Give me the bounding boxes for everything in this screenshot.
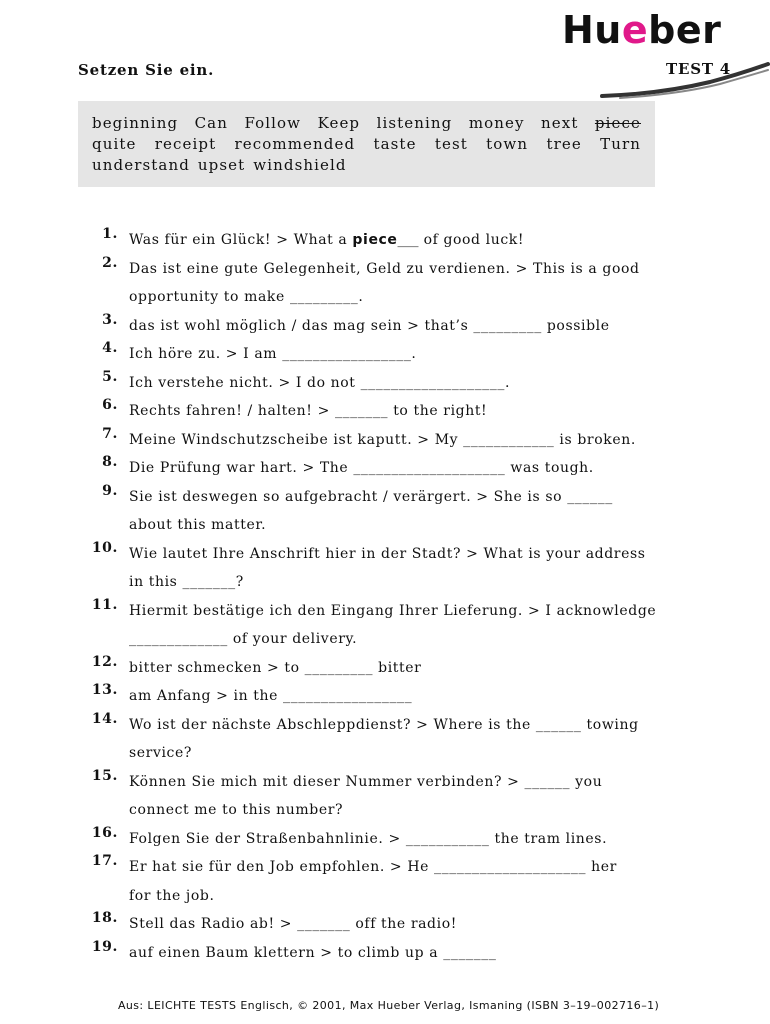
item-number: 1. xyxy=(102,226,118,242)
item-text: Ich höre zu. > I am _________________. xyxy=(129,346,417,362)
item-text: am Anfang > in the _________________ xyxy=(129,688,413,704)
item-number: 3. xyxy=(102,311,118,328)
exercise-item xyxy=(78,654,678,683)
word: Keep xyxy=(317,114,361,132)
item-number: 4. xyxy=(102,340,118,356)
item-text: das ist wohl möglich / das mag sein > that’s _________ possible xyxy=(129,317,610,334)
exercise-item xyxy=(78,483,678,540)
word: test xyxy=(434,135,468,153)
word-box xyxy=(78,101,655,187)
item-text: Stell das Radio ab! > _______ off the radio! xyxy=(129,916,457,932)
item-text: Rechts fahren! / halten! > _______ to the right! xyxy=(129,403,488,419)
exercise-item xyxy=(78,853,678,910)
item-text: Sie ist deswegen so aufgebracht / verärgert. > She is so ______ xyxy=(129,488,613,505)
item-text: Können Sie mich mit dieser Nummer verbinden? > ______ you xyxy=(129,773,603,790)
word: recommended xyxy=(234,135,356,153)
item-text: Wo ist der nächste Abschleppdienst? > Where is the ______ towing xyxy=(129,716,639,733)
item-text: about this matter. xyxy=(129,517,267,533)
word-struck: piece xyxy=(594,114,641,132)
word: understand xyxy=(92,156,190,174)
exercise-item xyxy=(78,825,678,854)
exercise-item xyxy=(78,340,678,369)
item-number: 18. xyxy=(91,910,118,926)
item-number: 11. xyxy=(91,596,118,613)
word: Can xyxy=(194,114,228,132)
exercise-item xyxy=(78,312,678,341)
item-number: 5. xyxy=(102,368,118,385)
item-text: Das ist eine gute Gelegenheit, Geld zu verdienen. > This is a good xyxy=(129,260,640,277)
exercise-item xyxy=(78,397,678,426)
word: tree xyxy=(546,135,582,153)
item-text: Wie lautet Ihre Anschrift hier in der Stadt? > What is your address xyxy=(129,545,646,562)
item-number: 19. xyxy=(91,938,118,955)
item-text: Die Prüfung war hart. > The ____________________ was tough. xyxy=(129,460,594,476)
exercise-item xyxy=(78,939,678,968)
item-text: auf einen Baum klettern > to climb up a _______ xyxy=(129,944,497,961)
word-row-2 xyxy=(92,134,641,155)
word-row-3 xyxy=(92,155,641,176)
word: receipt xyxy=(154,135,217,153)
logo-text-start: Hu xyxy=(562,8,622,52)
word: listening xyxy=(376,114,453,132)
item-number: 6. xyxy=(102,397,118,413)
word: Turn xyxy=(600,135,641,153)
item-text: opportunity to make _________. xyxy=(129,289,364,305)
item-text: Er hat sie für den Job empfohlen. > He ____________________ her xyxy=(129,859,617,875)
item-number: 7. xyxy=(102,425,118,442)
exercise-item xyxy=(78,597,678,654)
item-number: 2. xyxy=(102,254,118,271)
item-text: in this _______? xyxy=(129,574,244,590)
item-number: 15. xyxy=(91,767,118,784)
exercise-item xyxy=(78,454,678,483)
source-footer: Aus: LEICHTE TESTS Englisch, © 2001, Max Hueber Verlag, Ismaning (ISBN 3–19–002716–1) xyxy=(118,999,660,1012)
exercise-list xyxy=(78,226,678,967)
word: town xyxy=(486,135,529,153)
exercise-item xyxy=(78,910,678,939)
exercise-item xyxy=(78,768,678,825)
word-row-1 xyxy=(92,113,641,134)
word: windshield xyxy=(253,156,347,174)
item-text: Folgen Sie der Straßenbahnlinie. > ___________ the tram lines. xyxy=(129,830,608,847)
exercise-item xyxy=(78,711,678,768)
word: next xyxy=(541,114,579,132)
item-number: 17. xyxy=(91,853,118,869)
word: beginning xyxy=(92,114,179,132)
exercise-item xyxy=(78,540,678,597)
item-text: Was für ein Glück! > What a xyxy=(129,232,353,248)
exercise-item xyxy=(78,682,678,711)
logo-accent-letter: e xyxy=(621,8,649,52)
item-number: 8. xyxy=(102,454,118,470)
word: taste xyxy=(373,135,417,153)
word: Follow xyxy=(244,114,302,132)
item-number: 12. xyxy=(91,653,118,670)
item-text: Meine Windschutzscheibe ist kaputt. > My ____________ is broken. xyxy=(129,431,636,448)
exercise-item xyxy=(78,255,678,312)
test-label: TEST 4 xyxy=(666,60,732,78)
item-text: Hiermit bestätige ich den Eingang Ihrer Lieferung. > I acknowledge xyxy=(129,602,657,619)
exercise-item: 1. Was für ein Glück! > What a piece___ of good luck! xyxy=(78,226,678,255)
exercise-item xyxy=(78,426,678,455)
exercise-item xyxy=(78,369,678,398)
item-number: 10. xyxy=(91,539,118,556)
word: upset xyxy=(197,156,246,174)
item-number: 16. xyxy=(91,824,118,841)
item-text-end: of good luck! xyxy=(418,232,525,248)
item-text: bitter schmecken > to _________ bitter xyxy=(129,659,422,676)
hueber-logo xyxy=(562,8,721,52)
item-text: service? xyxy=(129,745,192,761)
word: money xyxy=(468,114,525,132)
item-number: 13. xyxy=(91,682,118,698)
item-number: 14. xyxy=(91,710,118,727)
item-text: connect me to this number? xyxy=(129,802,344,818)
item-text: for the job. xyxy=(129,887,215,904)
logo-text-end: ber xyxy=(648,8,722,52)
instruction-heading: Setzen Sie ein. xyxy=(78,61,215,79)
item-text: _____________ of your delivery. xyxy=(129,631,358,647)
handwritten-answer: piece xyxy=(352,232,398,248)
item-number: 9. xyxy=(102,482,118,499)
item-text: Ich verstehe nicht. > I do not ___________________. xyxy=(129,374,511,391)
word: quite xyxy=(92,135,137,153)
